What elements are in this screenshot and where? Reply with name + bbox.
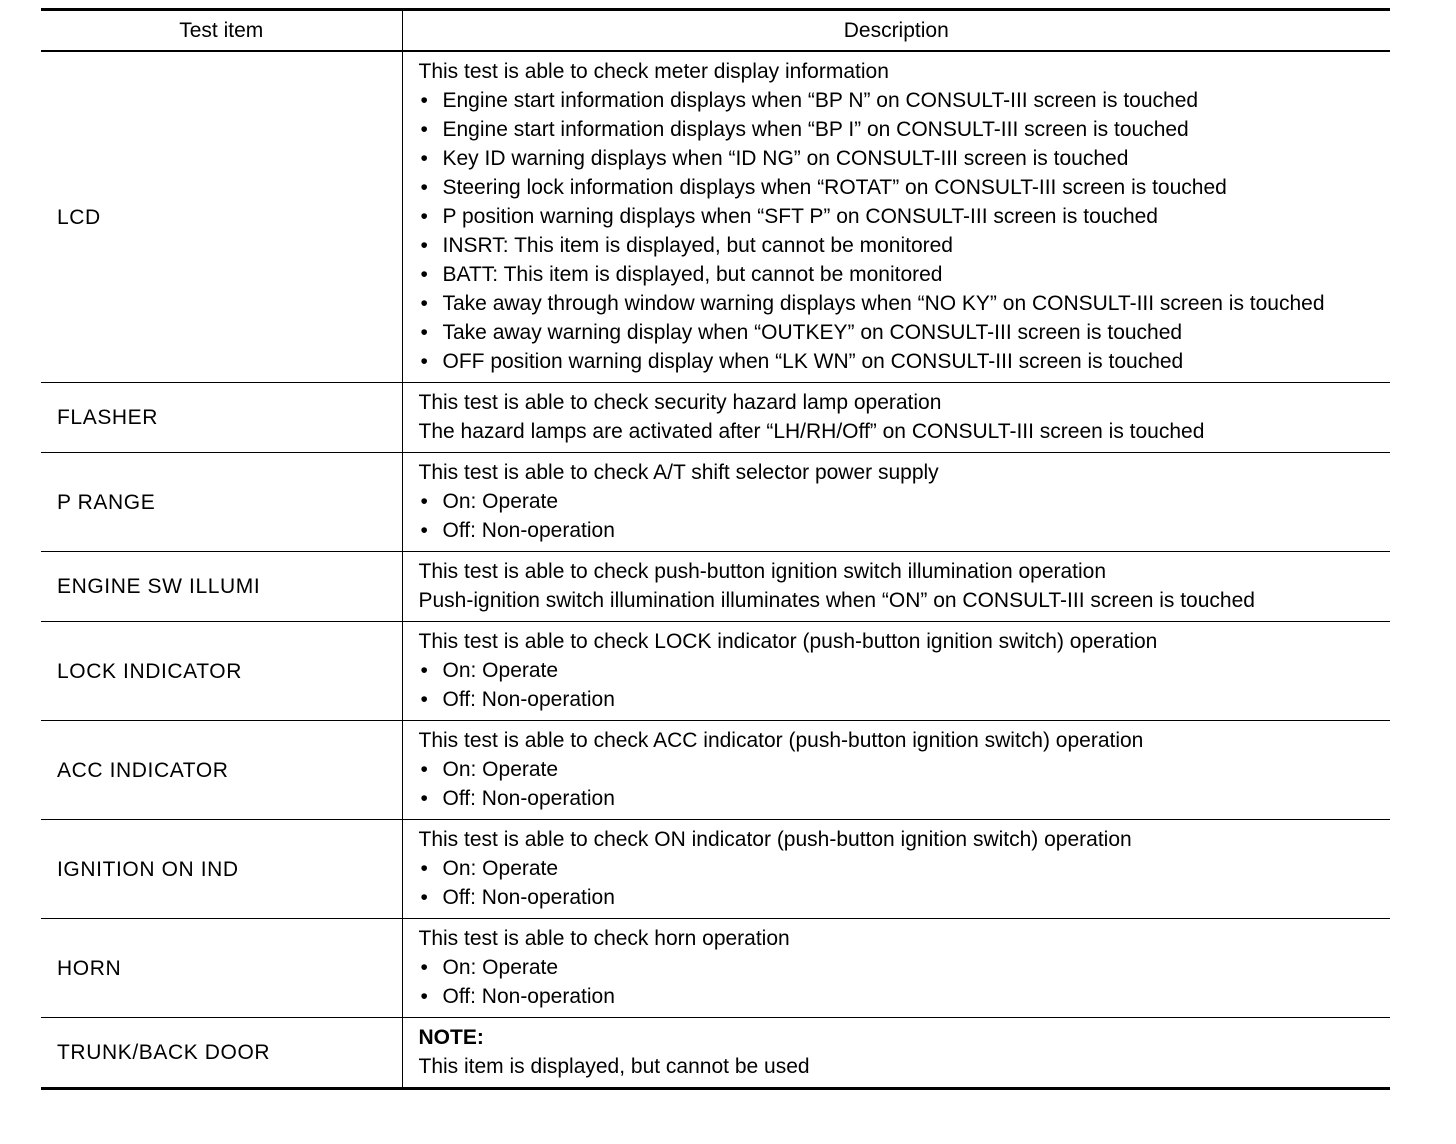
bullet-item: • Engine start information displays when “BP N” on CONSULT-III screen is touched [419,86,1375,115]
bullet-item: • Off: Non-operation [419,883,1375,912]
bullet-item: • Engine start information displays when “BP I” on CONSULT-III screen is touched [419,115,1375,144]
bullet-list [419,656,1375,714]
test-item-cell: ACC INDICATOR [57,758,229,782]
bullet-item: • On: Operate [419,755,1375,784]
description-text: Push-ignition switch illumination illuminates when “ON” on CONSULT-III screen is touched [418,589,1255,612]
bullet-item: • Off: Non-operation [419,784,1375,813]
test-item-table [41,8,1390,1090]
table-row [41,552,1390,622]
description-cell [402,820,1390,919]
description-intro: This test is able to check push-button ignition switch illumination operation [418,560,1107,583]
bullet-item: • On: Operate [419,656,1375,685]
test-item-cell: LCD [57,205,101,229]
note-label: NOTE: [418,1026,484,1049]
bullet-item: • Off: Non-operation [419,685,1375,714]
description-intro: This test is able to check ON indicator (push-button ignition switch) operation [418,828,1132,851]
description-intro: This test is able to check horn operation [418,927,790,950]
bullet-item: • On: Operate [419,953,1375,982]
description-cell [402,622,1390,721]
bullet-item: • Off: Non-operation [419,516,1375,545]
table-row [41,820,1390,919]
test-item-cell: P RANGE [57,490,156,514]
bullet-item: • BATT: This item is displayed, but cannot be monitored [419,260,1375,289]
bullet-list [419,755,1375,813]
description-intro: This test is able to check LOCK indicator (push-button ignition switch) operation [418,630,1158,653]
bullet-item: • Steering lock information displays when “ROTAT” on CONSULT-III screen is touched [419,173,1375,202]
bullet-list [419,953,1375,1011]
description-intro: This test is able to check A/T shift selector power supply [418,461,939,484]
test-item-cell: TRUNK/BACK DOOR [57,1041,271,1064]
table-header-row [41,10,1390,52]
bullet-item: • P position warning displays when “SFT P” on CONSULT-III screen is touched [419,202,1375,231]
bullet-list [419,854,1375,912]
test-item-cell: ENGINE SW ILLUMI [57,575,261,598]
bullet-list [419,487,1375,545]
test-item-cell: FLASHER [57,406,159,429]
column-header-test-item: Test item [179,19,264,42]
table-row [41,453,1390,552]
bullet-item: • Key ID warning displays when “ID NG” on CONSULT-III screen is touched [419,144,1375,173]
test-item-cell: LOCK INDICATOR [57,659,242,683]
bullet-item: • OFF position warning display when “LK WN” on CONSULT-III screen is touched [419,347,1375,376]
table-row [41,51,1390,383]
bullet-item: • On: Operate [419,854,1375,883]
table-row [41,919,1390,1018]
bullet-item: • Take away warning display when “OUTKEY” on CONSULT-III screen is touched [419,318,1375,347]
table-row [41,383,1390,453]
bullet-item: • Off: Non-operation [419,982,1375,1011]
description-cell [402,1018,1390,1089]
description-cell [402,721,1390,820]
table-row [41,721,1390,820]
description-intro: This test is able to check meter display information [418,60,889,83]
description-text: This item is displayed, but cannot be used [418,1055,810,1078]
test-item-cell: HORN [57,956,122,980]
description-cell [402,919,1390,1018]
bullet-item: • INSRT: This item is displayed, but cannot be monitored [419,231,1375,260]
test-item-cell: IGNITION ON IND [57,857,239,881]
bullet-item: • On: Operate [419,487,1375,516]
description-cell [402,552,1390,622]
bullet-list [419,86,1375,376]
description-cell [402,383,1390,453]
description-intro: This test is able to check ACC indicator (push-button ignition switch) operation [418,729,1144,752]
table-row [41,1018,1390,1089]
table-row [41,622,1390,721]
description-cell [402,453,1390,552]
description-intro: This test is able to check security hazard lamp operation [418,391,942,414]
column-header-description: Description [402,10,1390,52]
bullet-item: • Take away through window warning displays when “NO KY” on CONSULT-III screen is touched [419,289,1375,318]
description-text: The hazard lamps are activated after “LH/RH/Off” on CONSULT-III screen is touched [418,420,1205,443]
description-cell [402,51,1390,383]
